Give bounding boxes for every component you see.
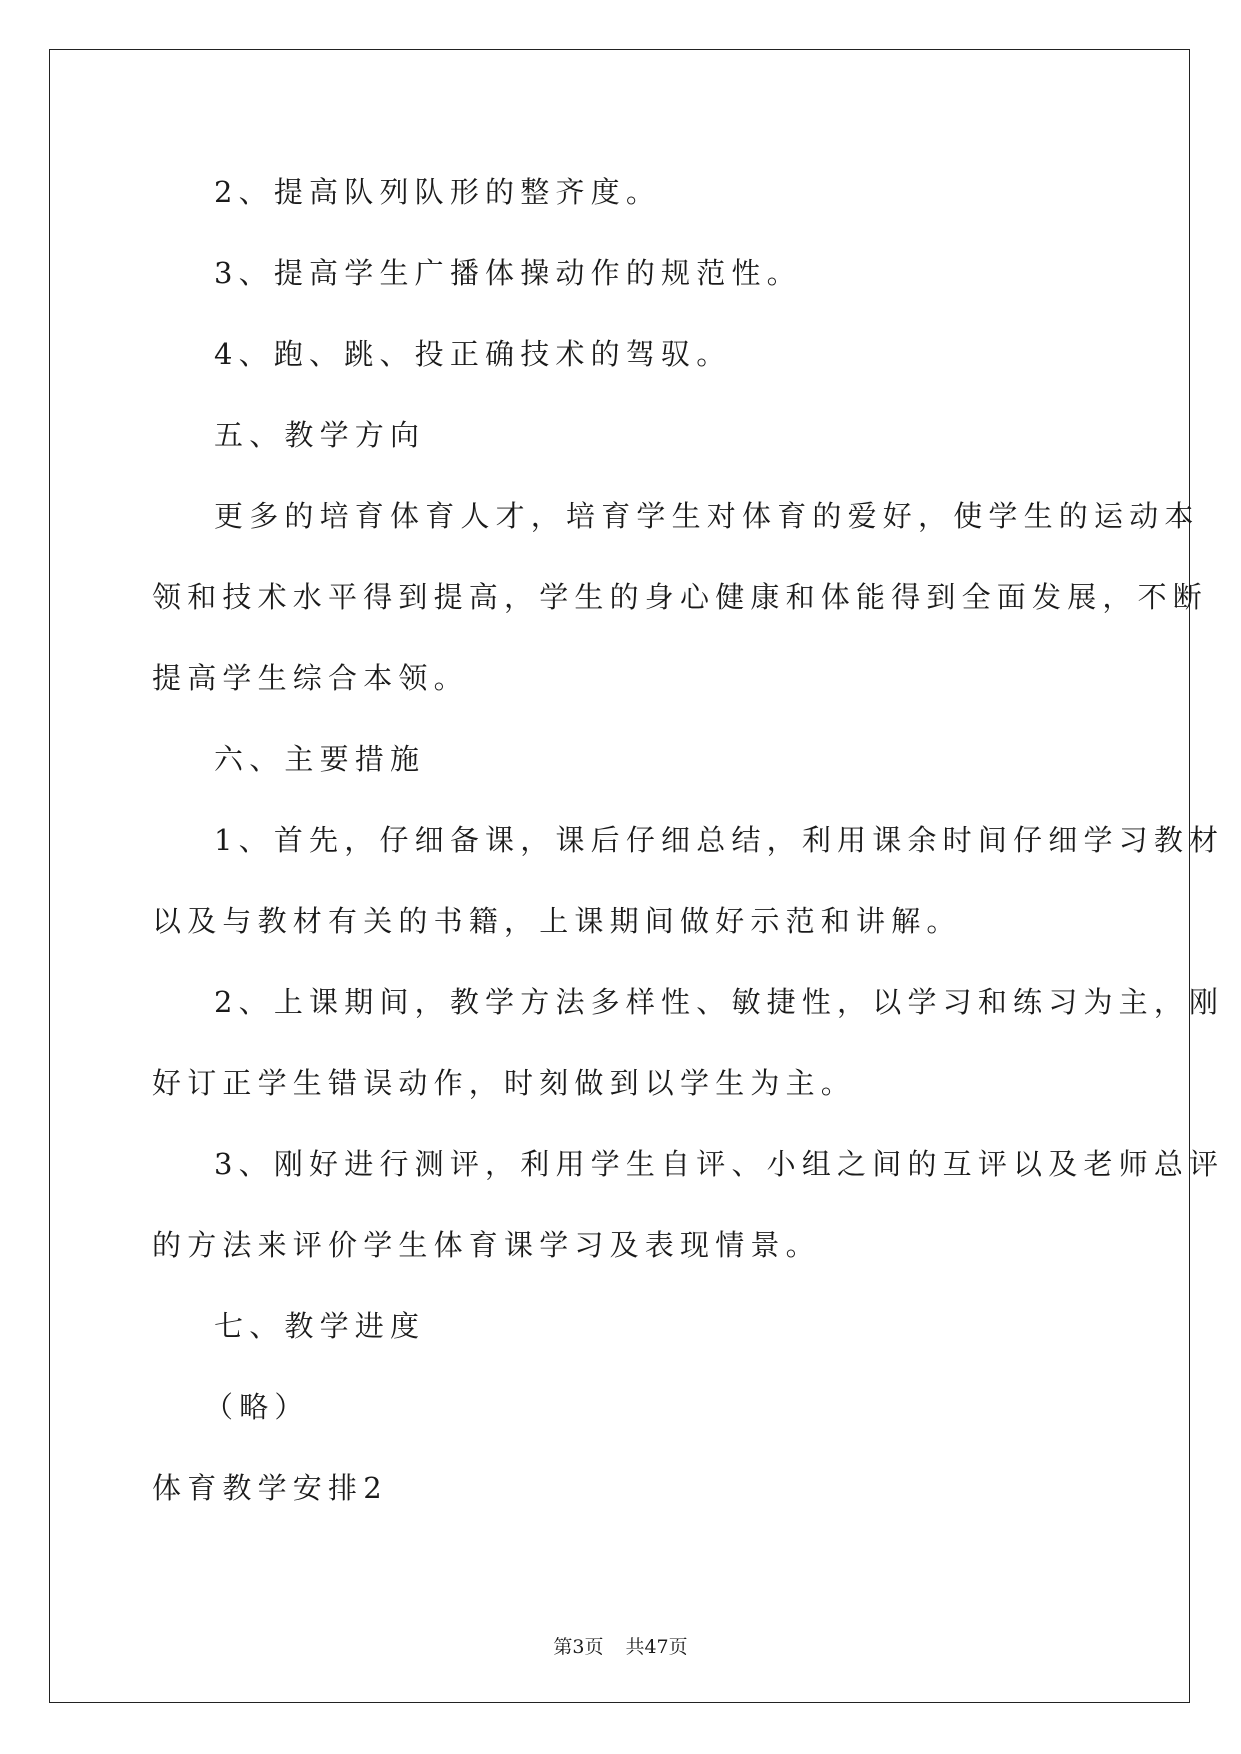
paragraph-line: 3、刚好进行测评，利用学生自评、小组之间的互评以及老师总评: [214, 1147, 1225, 1181]
page-border: [49, 49, 1190, 1703]
paragraph-line: 1、首先，仔细备课，课后仔细总结，利用课余时间仔细学习教材: [214, 823, 1225, 857]
paragraph-line: 更多的培育体育人才，培育学生对体育的爱好，使学生的运动本: [214, 499, 1200, 533]
page-number: 第3页: [553, 1636, 604, 1658]
paragraph-line: 2、上课期间，教学方法多样性、敏捷性，以学习和练习为主，刚: [214, 985, 1225, 1019]
paragraph-line: 领和技术水平得到提高，学生的身心健康和体能得到全面发展，不断: [152, 580, 1209, 614]
omitted-note: （略）: [204, 1390, 310, 1424]
list-item-goal-3: 3、提高学生广播体操动作的规范性。: [214, 256, 802, 290]
paragraph-line: 的方法来评价学生体育课学习及表现情景。: [152, 1228, 821, 1262]
list-item-goal-4: 4、跑、跳、投正确技术的驾驭。: [214, 337, 732, 371]
section-heading-direction: 五、教学方向: [214, 418, 426, 452]
list-item-goal-2: 2、提高队列队形的整齐度。: [214, 175, 662, 209]
section-heading-measures: 六、主要措施: [214, 742, 426, 776]
paragraph-line: 以及与教材有关的书籍，上课期间做好示范和讲解。: [152, 904, 962, 938]
document-title: 体育教学安排2: [152, 1471, 388, 1505]
paragraph-line: 好订正学生错误动作，时刻做到以学生为主。: [152, 1066, 857, 1100]
page-total: 共47页: [625, 1636, 688, 1658]
paragraph-line: 提高学生综合本领。: [152, 661, 469, 695]
page-footer: [0, 1632, 1241, 1659]
section-heading-progress: 七、教学进度: [214, 1309, 426, 1343]
